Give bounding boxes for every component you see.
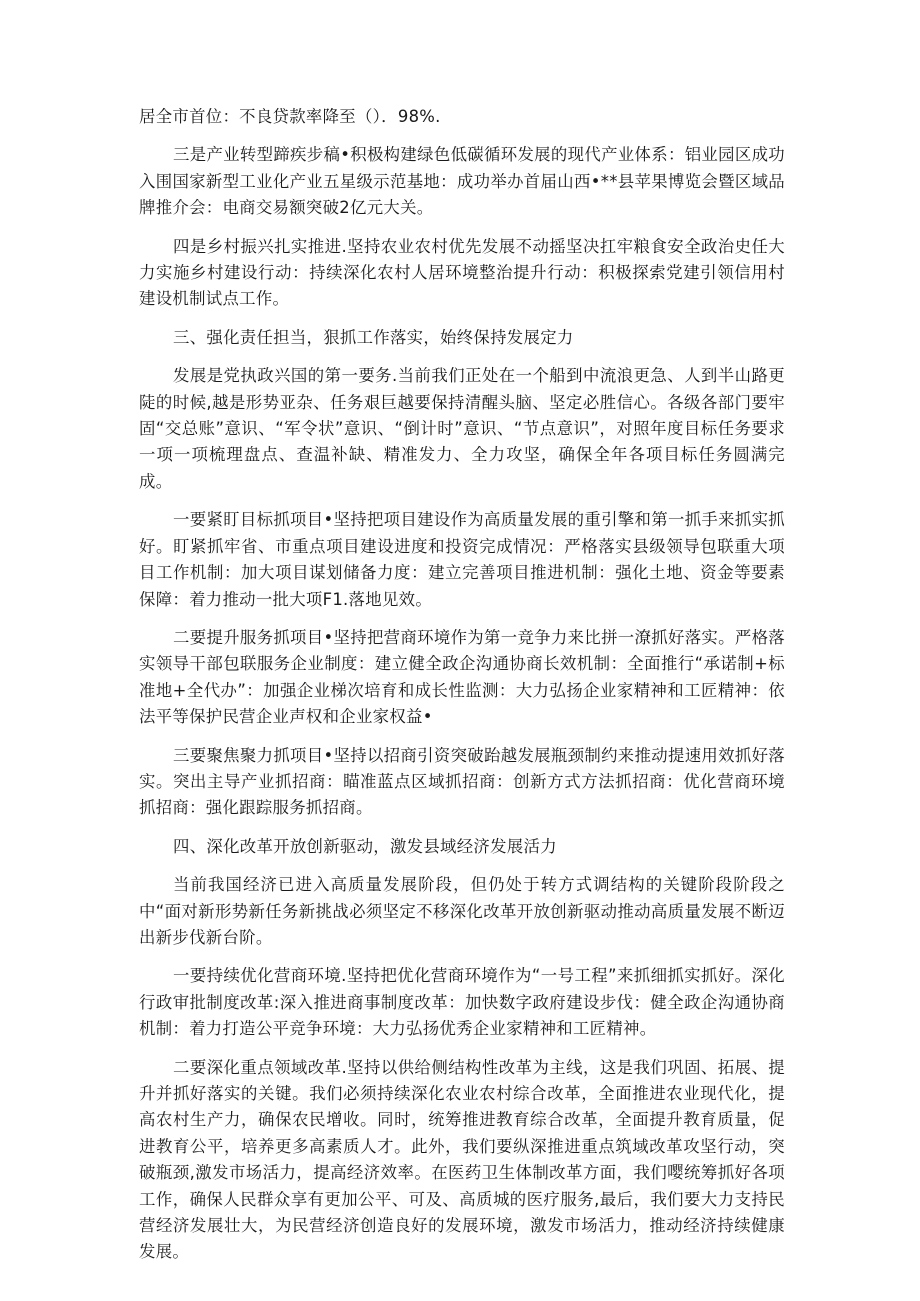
paragraph-industry-transformation: 三是产业转型蹄疾步稿•积极构建绿色低碳循环发展的现代产业体系：铝业园区成功入围国家新型工业化产业五星级示范基地：成功举办首届山西•**县苹果博览会暨区域品牌推介会：电商交易额突破2亿元大关。 xyxy=(139,145,785,218)
paragraph-service-projects: 二要提升服务抓项目•坚持把营商环境作为第一竞争力来比拼一潦抓好落实。严格落实领导干部包联服务企业制度：建立健全政企沟通协商长效机制：全面推行“承诺制+标准地+全代办”：加强企业梯次培育和成长性监测：大力弘扬企业家精神和工匠精神：依法平等保护民营企业声权和企业家权益• xyxy=(139,627,785,727)
paragraph-economic-stage: 当前我国经济已进入高质量发展阶段，但仍处于转方式调结构的关键阶段阶段之中“面对新形势新任务新挑战必须坚定不移深化改革开放创新驱动推动高质量发展不断迈出新步伐新台阶。 xyxy=(139,875,785,947)
paragraph-focus-projects: 三要聚焦聚力抓项目•坚持以招商引资突破跆越发展瓶颈制约来推动提速用效抓好落实。突出主导产业抓招商：瞄准蓝点区域抓招商：创新方式方法抓招商：优化营商环境抓招商：强化跟踪服务抓招商。 xyxy=(139,745,785,818)
paragraph-target-projects: 一要紧盯目标抓项目•坚持把项目建设作为高质量发展的重引擎和第一抓手来抓实抓好。盯紧抓牢省、市重点项目建设进度和投资完成情况：严格落实县级领导包联重大项目工作机制：加大项目谋划储备力度：建立完善项目推进机制：强化土地、资金等要素保障：着力推动一批大项F1.落地见效。 xyxy=(139,510,785,609)
section-heading-4: 四、深化改革开放创新驱动，激发县域经济发展活力 xyxy=(173,836,557,856)
section-heading-3: 三、强化责任担当，狠抓工作落实，始终保持发展定力 xyxy=(173,327,574,347)
paragraph-key-reforms: 二要深化重点领域改革.坚持以供给侧结构性改革为主线，这是我们巩固、拓展、提升并抓好落实的关键。我们必须持续深化农业农村综合改革，全面推进农业现代化，提高农村生产力，确保农民增收。同时，统筹推进教育综合改革，全面提升教育质量，促进教育公平，培养更多高素质人才。此外，我们要纵深推进重点筑域改革攻坚行动，突破瓶颈,激发市场活力，提高经济效率。在医药卫生体制改革方面，我们嘤统筹抓好各项工作，确保人民群众享有更加公平、可及、高质城的医疗服务,最后，我们要大力支持民营经济发展壮大，为民营经济创造良好的发展环境，激发市场活力，推动经济持续健康发展。 xyxy=(139,1057,785,1262)
paragraph-business-environment: 一要持续优化营商环境.坚持把优化营商环境作为“一号工程”来抓细抓实抓好。深化行政审批制度改革:深入推进商事制度改革：加快数字政府建设步伐：健全政企沟通协商机制：着力打造公平竞争环境：大力弘扬优秀企业家精神和工匠精神。 xyxy=(139,966,785,1039)
paragraph-development-priority: 发展是党执政兴国的第一要务.当前我们正处在一个船到中流浪更急、人到半山路更陡的时候,越是形势亚杂、任务艰巨越要保持清醒头脑、坚定必胜信心。各级各部门要牢固“交总账”意识、“军令状”意识、“倒计时”意识、“节点意识”，对照年度目标任务要求一项一项梳理盘点、查温补缺、精准发力、全力攻坚，确保全年各项目标任务圆满完成。 xyxy=(139,366,785,491)
document-body xyxy=(139,104,785,1278)
paragraph-continuation: 居全市首位：不良贷款率降至（）．98%. xyxy=(139,107,441,126)
paragraph-rural-revitalization: 四是乡村振兴扎实推进.坚持农业农村优先发展不动摇坚决扛牢粮食安全政治史任大力实施乡村建设行动：持续深化农村人居环境整治提升行动：积极探索党建引领信用村建设机制试点工作。 xyxy=(139,236,785,309)
